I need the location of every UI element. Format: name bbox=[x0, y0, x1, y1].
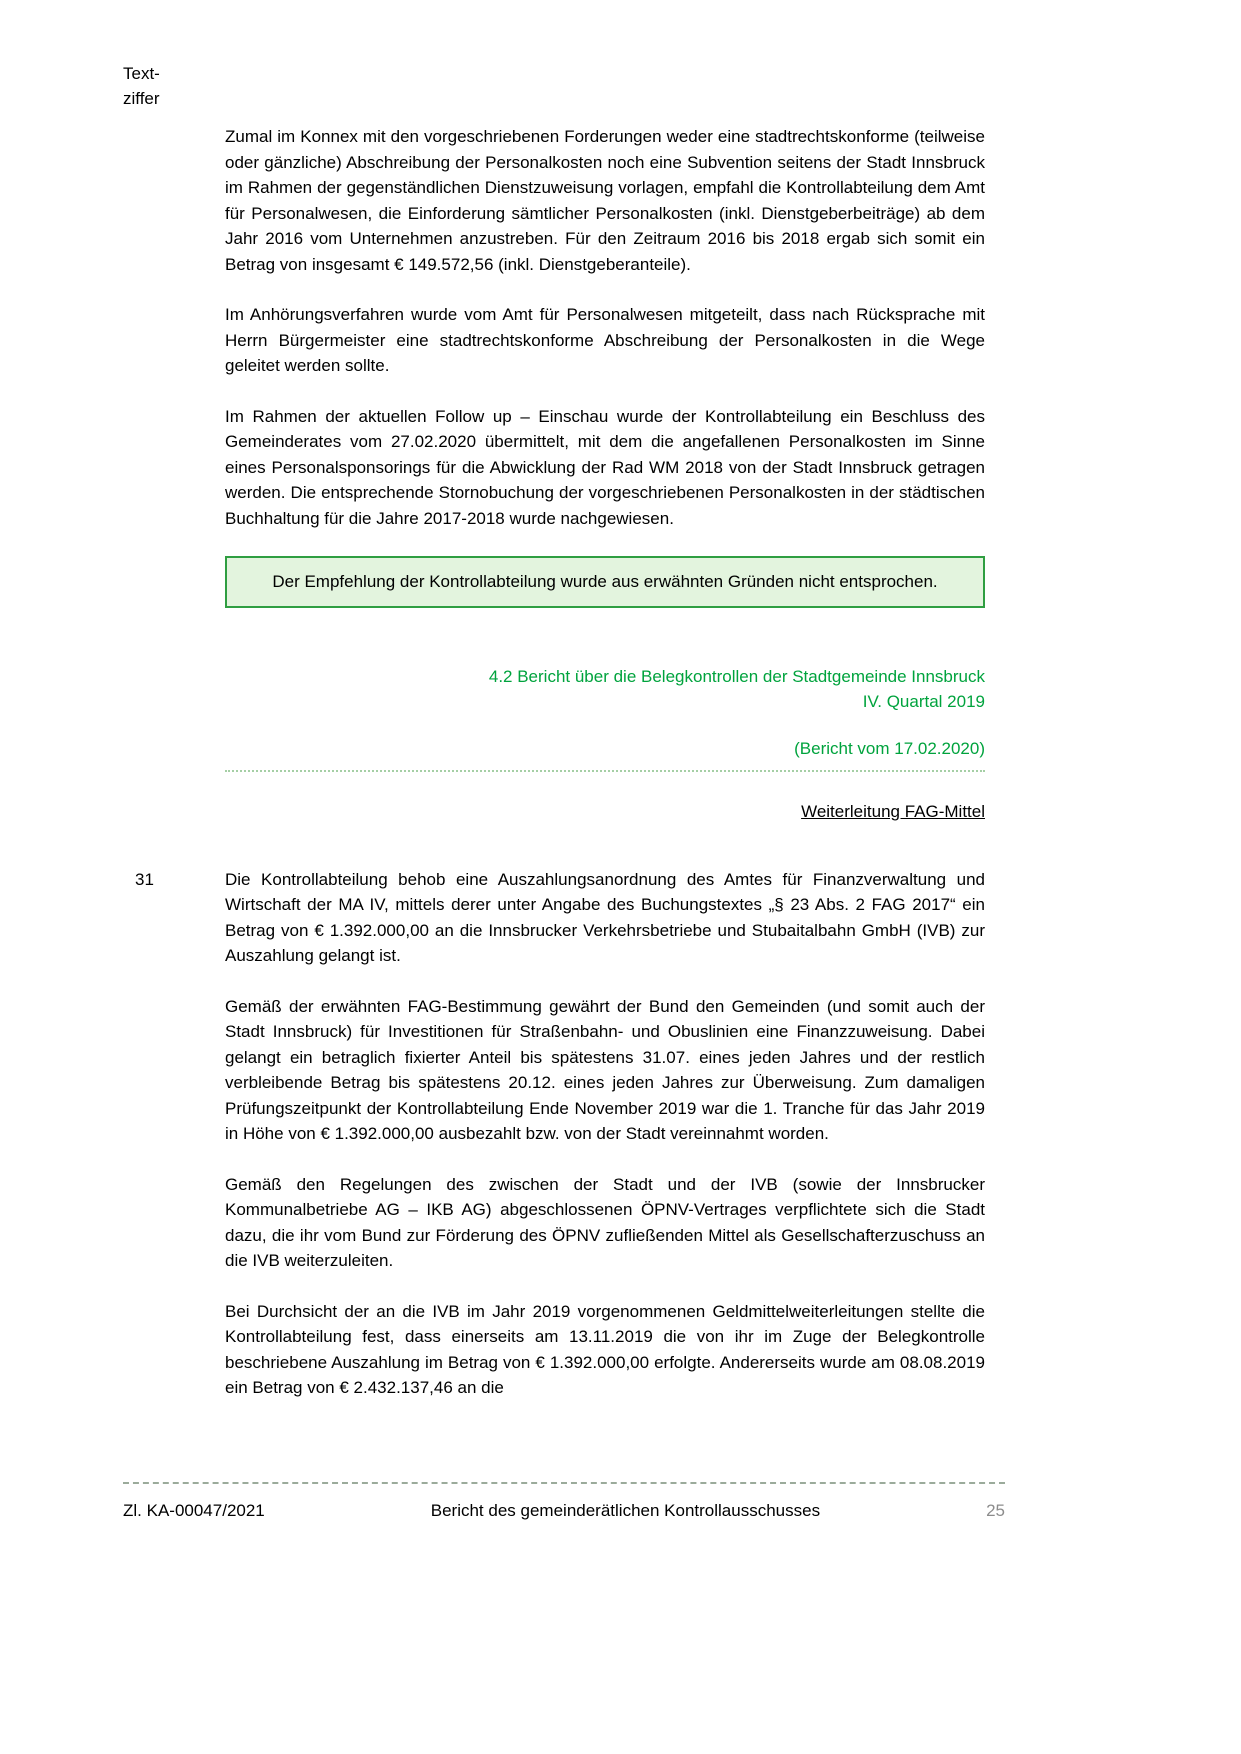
paragraph-item31-4: Bei Durchsicht der an die IVB im Jahr 2019 vorgenommenen Geldmittelweiterleitungen stellte die Kontrollabteilung fest, dass einerseits am 13.11.2019 die von ihr im Zuge der Belegkontrolle beschriebene Auszahlung im Betrag von € 1.392.000,00 erfolgte. Andererseits wurde am 08.08.2019 ein Betrag von € 2.432.137,46 an die bbox=[225, 1301, 985, 1397]
item-number: 31 bbox=[135, 869, 154, 889]
page-number: 25 bbox=[986, 1501, 1005, 1520]
numbered-item-31 bbox=[135, 867, 985, 969]
paragraph-item31-2: Gemäß der erwähnten FAG-Bestimmung gewährt der Bund den Gemeinden (und somit auch der Stadt Innsbruck) für Investitionen für Straßenbahn- und Obuslinien eine Finanzzuweisung. Dabei gelangt ein betraglich fixierter Anteil bis spätestens 31.07. eines jeden Jahres und der restlich verbleibende Betrag bis spätestens 20.12. eines jeden Jahres zur Überweisung. Zum damaligen Prüfungszeitpunkt der Kontrollabteilung Ende November 2019 war die 1. Tranche für das Jahr 2019 in Höhe von € 1.392.000,00 ausbezahlt bzw. von der Stadt vereinnahmt worden. bbox=[225, 996, 985, 1143]
footer-title: Bericht des gemeinderätlichen Kontrollausschusses bbox=[430, 1501, 821, 1520]
paragraph-item31-3: Gemäß den Regelungen des zwischen der Stadt und der IVB (sowie der Innsbrucker Kommunalbetriebe AG – IKB AG) abgeschlossenen ÖPNV-Vertrages verpflichtete sich die Stadt dazu, die ihr vom Bund zur Förderung des ÖPNV zufließenden Mittel als Gesellschafterzuschuss an die IVB weiterzuleiten. bbox=[225, 1174, 985, 1270]
paragraph-item31-1: Die Kontrollabteilung behob eine Auszahlungsanordnung des Amtes für Finanzverwaltung und Wirtschaft der MA IV, mittels derer unter Angabe des Buchungstextes „§ 23 Abs. 2 FAG 2017“ ein Betrag von € 1.392.000,00 an die Innsbrucker Verkehrsbetriebe und Stubaitalbahn GmbH (IVB) zur Auszahlung gelangt ist. bbox=[225, 869, 985, 965]
subheading-weiterleitung-fag-mittel: Weiterleitung FAG-Mittel bbox=[801, 802, 985, 821]
margin-label-line1: Text- bbox=[123, 64, 160, 83]
paragraph-followup-1: Zumal im Konnex mit den vorgeschriebenen Forderungen weder eine stadtrechtskonforme (teilweise oder gänzliche) Abschreibung der Personalkosten noch eine Subvention seitens der Stadt Innsbruck im Rahmen der gegenständlichen Dienstzuweisung vorlagen, empfahl die Kontrollabteilung dem Amt für Personalwesen, die Einforderung sämtlicher Personalkosten (inkl. Dienstgeberbeiträge) ab dem Jahr 2016 vom Unternehmen anzustreben. Für den Zeitraum 2016 bis 2018 ergab sich somit ein Betrag von insgesamt € 149.572,56 (inkl. Dienstgeberanteile). bbox=[225, 127, 985, 274]
paragraph-followup-2: Im Anhörungsverfahren wurde vom Amt für Personalwesen mitgeteilt, dass nach Rücksprache mit Herrn Bürgermeister eine stadtrechtskonforme Abschreibung der Personalkosten in die Wege geleitet werden sollte. bbox=[225, 305, 985, 375]
section-heading-line2: IV. Quartal 2019 bbox=[862, 692, 985, 711]
footer-reference: Zl. KA-00047/2021 bbox=[123, 1501, 265, 1520]
document-body bbox=[135, 124, 985, 1426]
recommendation-box bbox=[225, 556, 985, 608]
margin-column-label bbox=[123, 62, 160, 111]
report-date: (Bericht vom 17.02.2020) bbox=[794, 738, 985, 758]
page-footer bbox=[123, 1482, 1005, 1524]
dotted-separator bbox=[225, 770, 985, 772]
footer-dashed-separator bbox=[123, 1482, 1005, 1484]
margin-label-line2: ziffer bbox=[123, 88, 160, 108]
footer-row bbox=[123, 1498, 1005, 1524]
section-heading-line1: 4.2 Bericht über die Belegkontrollen der Stadtgemeinde Innsbruck bbox=[488, 666, 985, 686]
recommendation-box-text: Der Empfehlung der Kontrollabteilung wurde aus erwähnten Gründen nicht entsprochen. bbox=[272, 572, 938, 591]
paragraph-followup-3: Im Rahmen der aktuellen Follow up – Einschau wurde der Kontrollabteilung ein Beschluss des Gemeinderates vom 27.02.2020 übermittelt, mit dem die angefallenen Personalkosten im Sinne eines Personalsponsorings für die Abwicklung der Rad WM 2018 von der Stadt Innsbruck getragen werden. Die entsprechende Stornobuchung der vorgeschriebenen Personalkosten in der städtischen Buchhaltung für die Jahre 2017-2018 wurde nachgewiesen. bbox=[225, 406, 985, 528]
section-heading bbox=[225, 664, 985, 715]
